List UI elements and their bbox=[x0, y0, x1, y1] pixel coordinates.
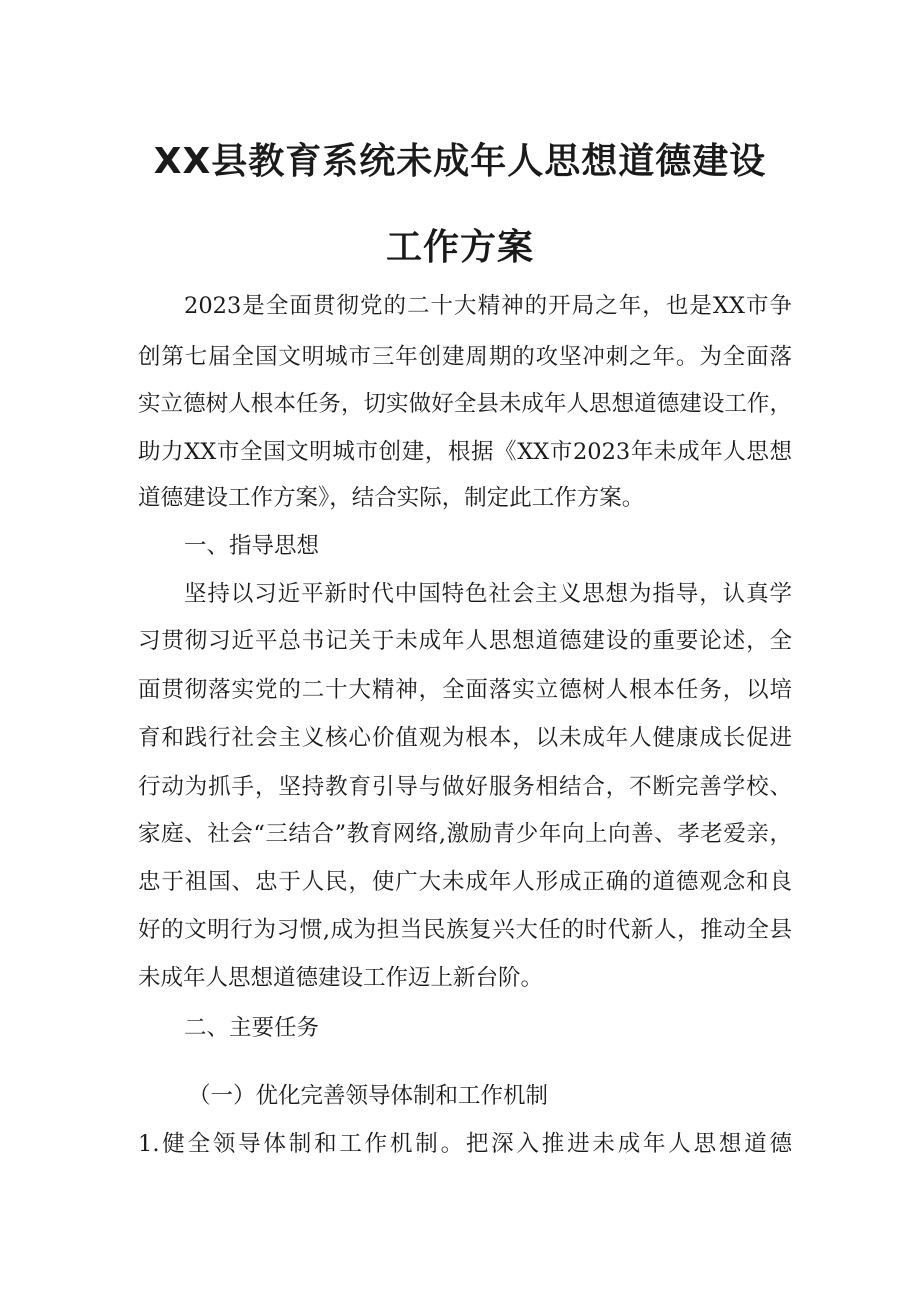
intro-paragraph-line-4: 助力XX市全国文明城市创建，根据《XX市2023年未成年人思想 bbox=[138, 439, 792, 465]
intro-paragraph-line-1: 2023是全面贯彻党的二十大精神的开局之年，也是XX市争 bbox=[184, 293, 792, 319]
guiding-ideology-line-1: 坚持以习近平新时代中国特色社会主义思想为指导，认真学 bbox=[184, 581, 792, 607]
intro-paragraph-line-3: 实立德树人根本任务，切实做好全县未成年人思想道德建设工作， bbox=[138, 391, 792, 417]
task-item-1-line-1: 1.健全领导体制和工作机制。把深入推进未成年人思想道德 bbox=[138, 1131, 792, 1157]
document-title-line-1: XX县教育系统未成年人思想道德建设 bbox=[153, 141, 767, 182]
section-heading-main-tasks: 二、主要任务 bbox=[184, 1015, 320, 1041]
guiding-ideology-line-6: 家庭、社会“三结合”教育网络,激励青少年向上向善、孝老爱亲， bbox=[138, 821, 792, 847]
document-title-line-2: 工作方案 bbox=[385, 227, 534, 268]
intro-paragraph-line-5: 道德建设工作方案》，结合实际，制定此工作方案。 bbox=[138, 485, 645, 511]
section-heading-guiding-ideology: 一、指导思想 bbox=[184, 533, 320, 559]
intro-paragraph-line-2: 创第七届全国文明城市三年创建周期的攻坚冲刺之年。为全面落 bbox=[138, 344, 792, 370]
guiding-ideology-line-5: 行动为抓手，坚持教育引导与做好服务相结合，不断完善学校、 bbox=[138, 774, 792, 800]
subsection-heading-leadership-system: （一）优化完善领导体制和工作机制 bbox=[188, 1083, 549, 1109]
guiding-ideology-line-8: 好的文明行为习惯,成为担当民族复兴大任的时代新人，推动全县 bbox=[138, 917, 792, 943]
guiding-ideology-line-4: 育和践行社会主义核心价值观为根本，以未成年人健康成长促进 bbox=[138, 725, 792, 751]
guiding-ideology-line-7: 忠于祖国、忠于人民，使广大未成年人形成正确的道德观念和良 bbox=[138, 869, 792, 895]
guiding-ideology-line-3: 面贯彻落实党的二十大精神，全面落实立德树人根本任务，以培 bbox=[138, 677, 792, 703]
guiding-ideology-line-9: 未成年人思想道德建设工作迈上新台阶。 bbox=[138, 965, 544, 991]
guiding-ideology-line-2: 习贯彻习近平总书记关于未成年人思想道德建设的重要论述，全 bbox=[138, 628, 792, 654]
